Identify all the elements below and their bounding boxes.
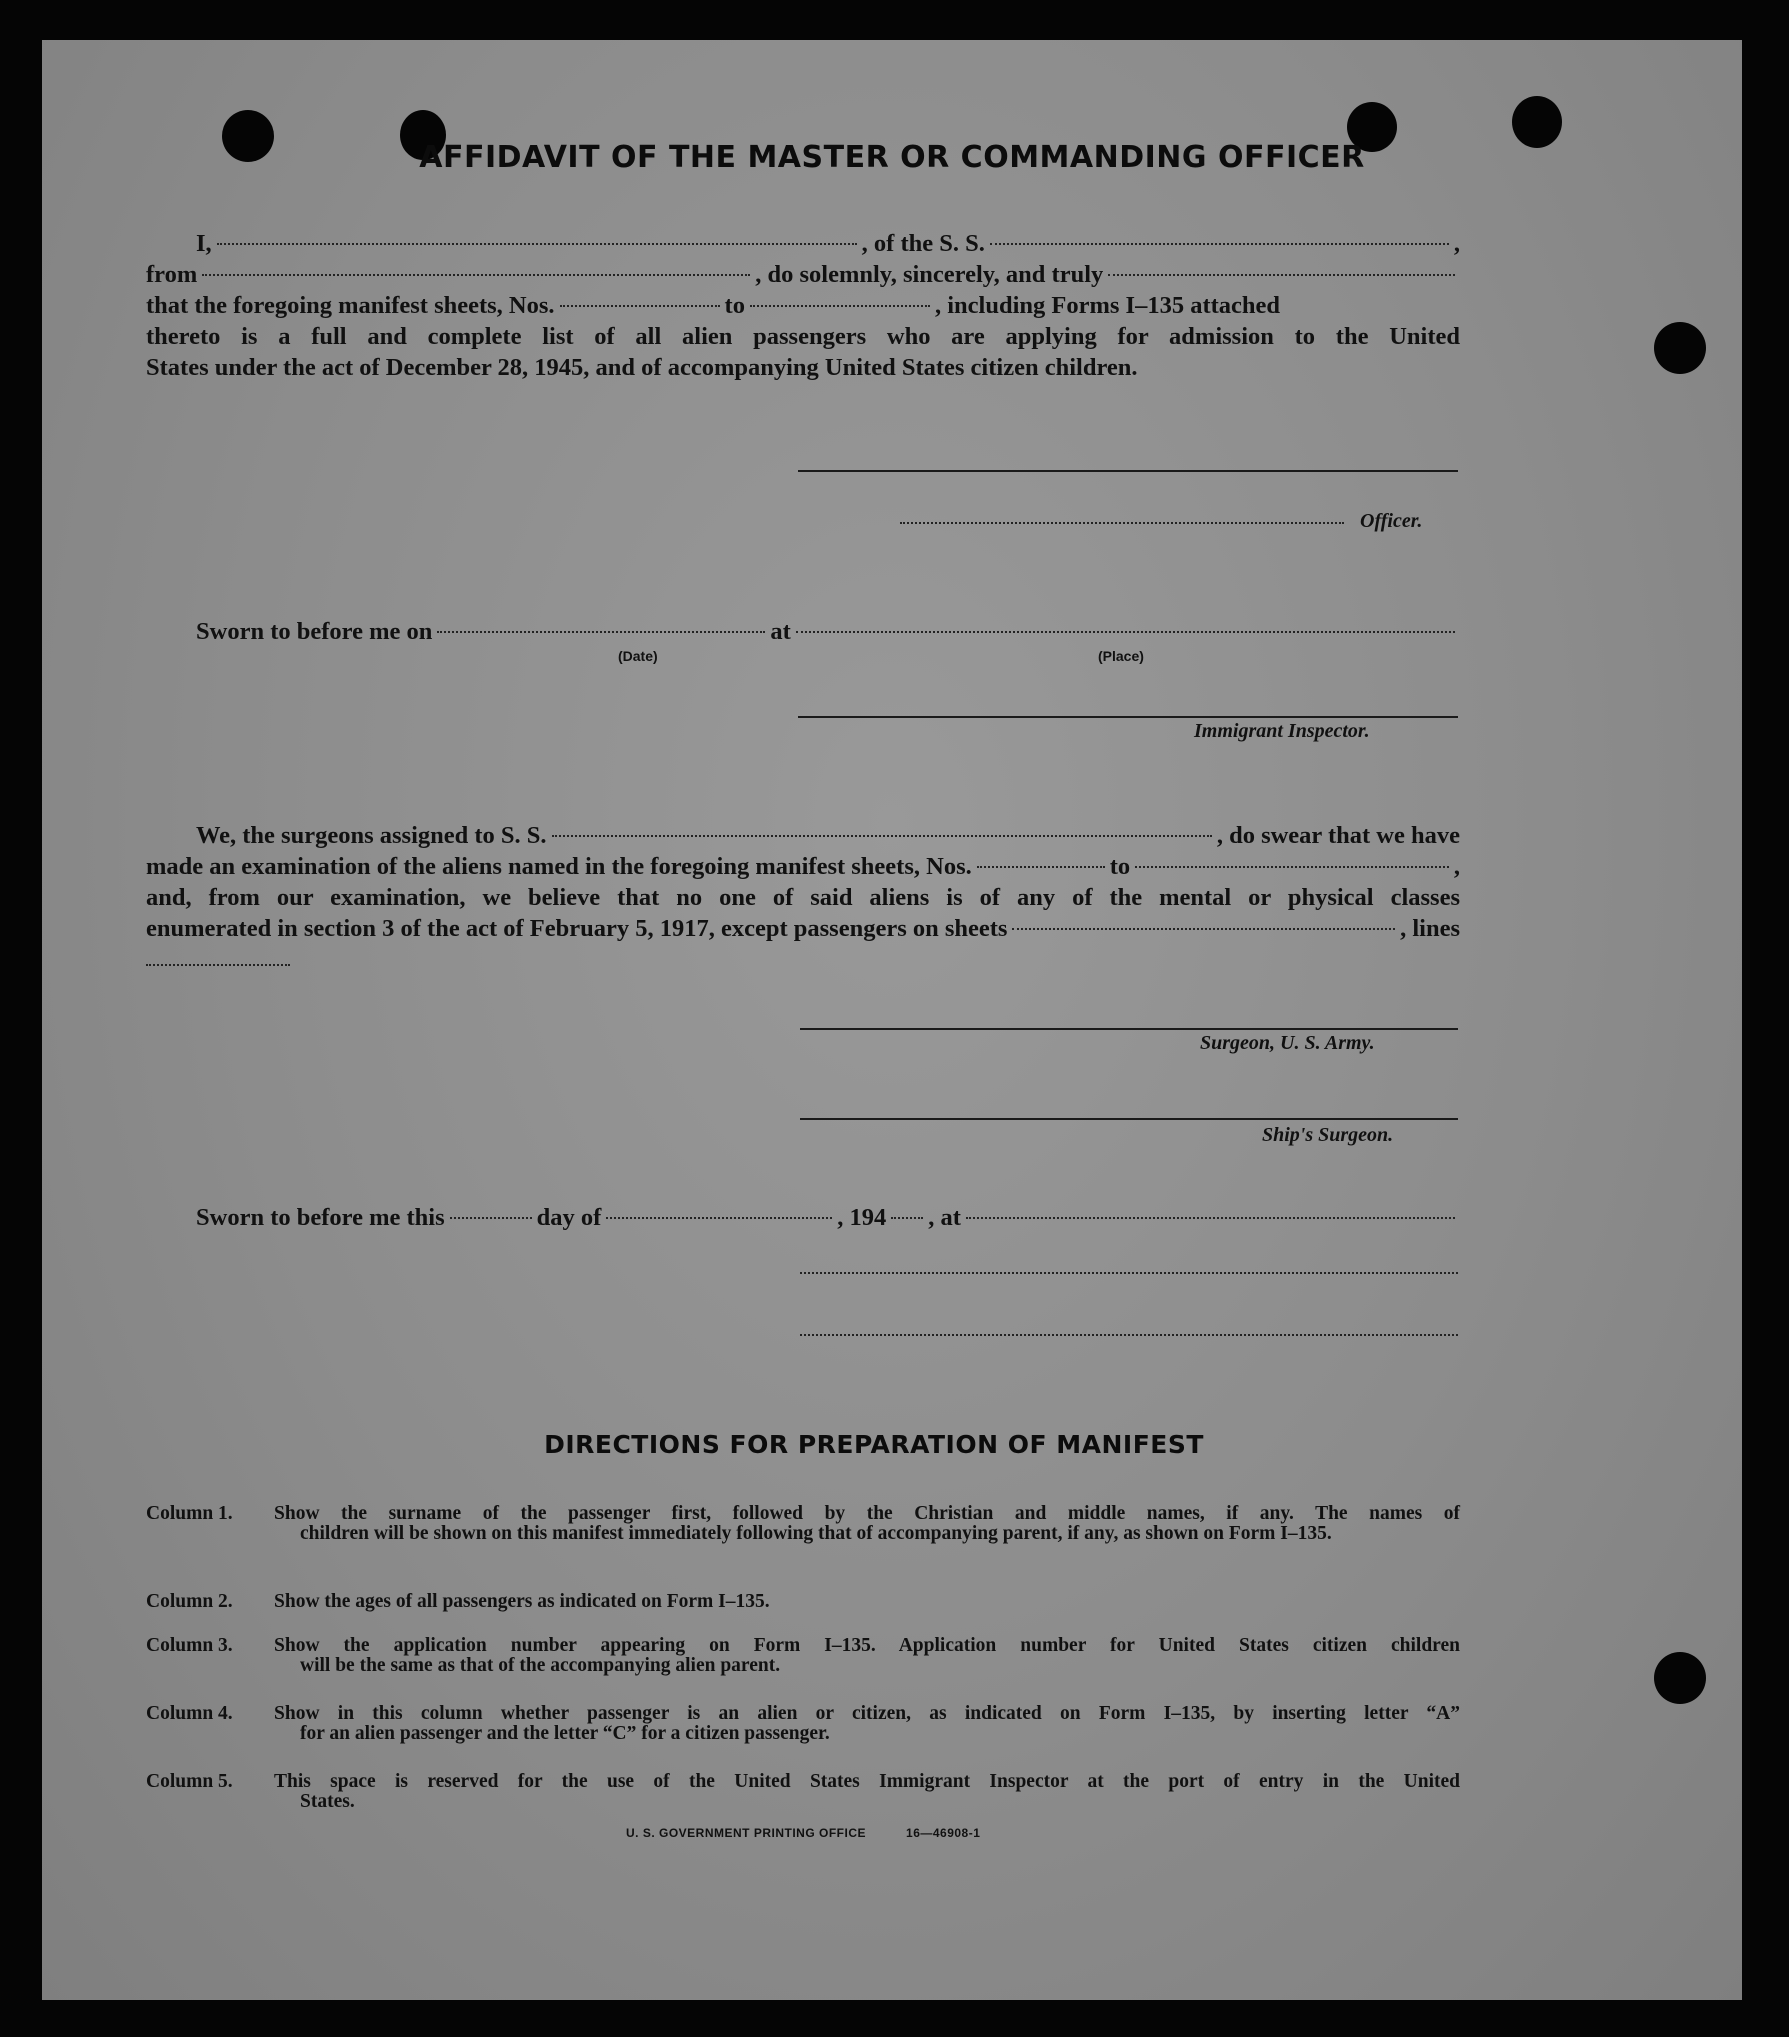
text-fragment: , lines	[1400, 915, 1460, 942]
text-fragment: , do solemnly, sincerely, and truly	[755, 261, 1104, 288]
text-fragment: , at	[928, 1204, 961, 1231]
direction-label: Column 5.	[146, 1771, 233, 1792]
direction-text: Show in this column whether passenger is an alien or citizen, as indicated on Form I–135, by inserting letter “A”	[274, 1703, 1460, 1724]
ship-surgeon-signature-line[interactable]	[800, 1118, 1458, 1120]
direction-text: Show the application number appearing on Form I–135. Application number for United States citizen children	[274, 1635, 1460, 1656]
text-fragment: made an examination of the aliens named in the foregoing manifest sheets, Nos.	[146, 853, 972, 880]
from-port-field[interactable]	[202, 274, 750, 276]
place-caption: (Place)	[1098, 648, 1144, 664]
direction-item	[146, 1636, 1460, 1676]
affidavit-paragraph	[146, 228, 1460, 383]
direction-item	[146, 1592, 1460, 1612]
text-line: thereto is a full and complete list of all alien passengers who are applying for admission to the United	[146, 323, 1460, 350]
sworn-place-field[interactable]	[796, 631, 1455, 633]
master-name-field[interactable]	[217, 243, 857, 245]
sheet-from-field[interactable]	[560, 305, 720, 307]
direction-item	[146, 1704, 1460, 1744]
except-sheets-field[interactable]	[1012, 928, 1395, 930]
inspector-caption: Immigrant Inspector.	[1194, 720, 1370, 742]
text-fragment: day of	[536, 1204, 602, 1231]
exam-sheet-from-field[interactable]	[977, 866, 1105, 868]
officer-title-line[interactable]	[900, 522, 1344, 524]
text-fragment: ,	[1453, 853, 1460, 880]
text-fragment: to	[1109, 853, 1131, 880]
army-surgeon-signature-line[interactable]	[800, 1028, 1458, 1030]
text-fragment: , of the S. S.	[861, 230, 985, 257]
sheet-to-field[interactable]	[750, 305, 930, 307]
affidavit-title: AFFIDAVIT OF THE MASTER OR COMMANDING OFFICER	[419, 140, 1365, 175]
date-caption: (Date)	[618, 648, 658, 664]
printer-name: U. S. GOVERNMENT PRINTING OFFICE	[626, 1826, 867, 1840]
direction-label: Column 2.	[146, 1591, 233, 1612]
signature-line[interactable]	[800, 1334, 1458, 1336]
direction-text: This space is reserved for the use of the United States Immigrant Inspector at the port of entry in the United	[274, 1771, 1460, 1792]
direction-label: Column 4.	[146, 1703, 233, 1724]
sworn-location-field[interactable]	[966, 1217, 1455, 1219]
punch-hole	[1654, 322, 1706, 374]
surgeon-ship-field[interactable]	[552, 835, 1212, 837]
officer-caption: Officer.	[1360, 510, 1423, 532]
text-fragment: Sworn to before me this	[196, 1204, 445, 1231]
signature-line[interactable]	[800, 1272, 1458, 1274]
ship-surgeon-caption: Ship's Surgeon.	[1262, 1124, 1394, 1146]
printer-imprint	[626, 1826, 1020, 1840]
direction-label: Column 1.	[146, 1503, 233, 1524]
officer-signature-line[interactable]	[798, 470, 1458, 472]
surgeons-paragraph	[146, 820, 1460, 944]
direction-label: Column 3.	[146, 1635, 233, 1656]
direction-text: States.	[300, 1791, 355, 1812]
text-line: and, from our examination, we believe that no one of said aliens is of any of the mental or physical classes	[146, 884, 1460, 911]
text-fragment: enumerated in section 3 of the act of February 5, 1917, except passengers on sheets	[146, 915, 1008, 942]
sworn-day-field[interactable]	[450, 1217, 532, 1219]
direction-text: Show the ages of all passengers as indicated on Form I–135.	[274, 1591, 770, 1612]
direction-item	[146, 1772, 1460, 1812]
text-fragment: , do swear that we have	[1216, 822, 1460, 849]
sworn-month-field[interactable]	[606, 1217, 832, 1219]
text-fragment: at	[770, 618, 791, 645]
direction-text: Show the surname of the passenger first, followed by the Christian and middle names, if any. The names of	[274, 1503, 1460, 1524]
oath-field[interactable]	[1108, 274, 1455, 276]
text-fragment: Sworn to before me on	[196, 618, 433, 645]
except-lines-field[interactable]	[146, 964, 290, 966]
text-line: States under the act of December 28, 1945, and of accompanying United States citizen children.	[146, 354, 1138, 381]
sworn-line-2	[146, 1202, 1460, 1233]
text-fragment: I,	[196, 230, 212, 257]
direction-text: children will be shown on this manifest immediately following that of accompanying parent, if any, as shown on Form I–135.	[300, 1523, 1332, 1544]
text-fragment: ,	[1453, 230, 1460, 257]
sworn-year-field[interactable]	[891, 1217, 923, 1219]
text-fragment: , 194	[837, 1204, 887, 1231]
sworn-line-1	[146, 616, 1460, 647]
direction-text: for an alien passenger and the letter “C” for a citizen passenger.	[300, 1723, 830, 1744]
ship-name-field[interactable]	[990, 243, 1449, 245]
punch-hole	[1654, 1652, 1706, 1704]
text-fragment: that the foregoing manifest sheets, Nos.	[146, 292, 555, 319]
army-surgeon-caption: Surgeon, U. S. Army.	[1200, 1032, 1375, 1054]
directions-title: DIRECTIONS FOR PREPARATION OF MANIFEST	[544, 1430, 1204, 1459]
text-fragment: , including Forms I–135 attached	[934, 292, 1281, 319]
text-fragment: to	[724, 292, 745, 319]
direction-text: will be the same as that of the accompanying alien parent.	[300, 1655, 781, 1676]
text-fragment: from	[146, 261, 198, 288]
form-code: 16—46908-1	[906, 1826, 981, 1840]
text-fragment: We, the surgeons assigned to S. S.	[196, 822, 547, 849]
direction-item	[146, 1504, 1460, 1544]
form-sheet	[42, 40, 1742, 2000]
exam-sheet-to-field[interactable]	[1135, 866, 1449, 868]
inspector-signature-line[interactable]	[798, 716, 1458, 718]
sworn-date-field[interactable]	[437, 631, 765, 633]
